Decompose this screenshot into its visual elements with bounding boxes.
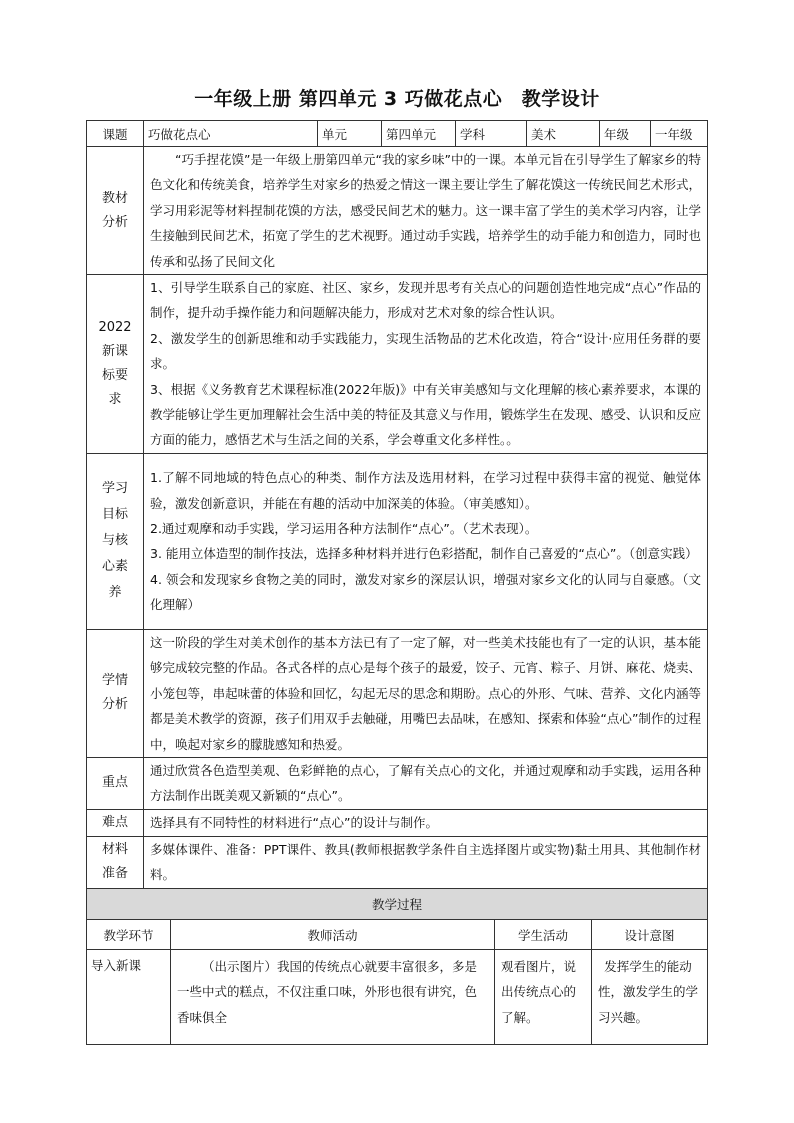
standard-item: 2、激发学生的创新思维和动手实践能力，实现生活物品的艺术化改造，符合“设计·应用任务群的要求。 <box>150 330 701 372</box>
material-analysis-row <box>87 147 708 275</box>
learning-goals-label: 学习 目标 与核 心素 养 <box>87 453 144 629</box>
key-point-row <box>87 757 708 809</box>
student-analysis-text: 这一阶段的学生对美术创作的基本方法已有了一定了解，对一些美术技能也有了一定的认识，基本能够完成较完整的作品。各式各样的点心是每个孩子的最爱，饺子、元宵、粽子、月饼、麻花、烧卖、小笼包等，串起味蕾的体验和回忆，勾起无尽的思念和期盼。点心的外形、气味、营养、文化内涵等都是美术教学的资源，孩子们用双手去触碰，用嘴巴去品味，在感知、探索和体验“点心”制作的过程中，唤起对家乡的朦胧感知和热爱。 <box>144 629 708 757</box>
key-point-label: 重点 <box>87 757 144 809</box>
student-activity-cell: 观看图片，说出传统点心的了解。 <box>495 950 592 1045</box>
process-section-title: 教学过程 <box>87 889 708 920</box>
header-row <box>87 121 708 147</box>
material-analysis-label: 教材 分析 <box>87 147 144 275</box>
curriculum-standard-label: 2022 新课 标要 求 <box>87 275 144 454</box>
unit-label: 单元 <box>318 121 382 147</box>
curriculum-standard-row <box>87 275 708 454</box>
goal-item: 4. 领会和发现家乡食物之美的同时，激发对家乡的深层认识，增强对家乡文化的认同与自豪感。（文化理解） <box>150 571 701 613</box>
student-analysis-row <box>87 629 708 757</box>
column-header: 教师活动 <box>171 920 495 950</box>
materials-prep-label: 材料 准备 <box>87 836 144 888</box>
standard-item: 1、引导学生联系自己的家庭、社区、家乡，发现并思考有关点心的问题创造性地完成“点心”作品的制作，提升动手操作能力和问题解决能力，形成对艺术对象的综合性认识。 <box>150 280 701 321</box>
standard-item: 3、根据《义务教育艺术课程标准(2022年版)》中有关审美感知与文化理解的核心素养要求，本课的教学能够让学生更加理解社会生活中美的特征及其意义与作用，锻炼学生在发现、感受、认识和反应方面的能力，感悟艺术与生活之间的关系，学会尊重文化多样性。。 <box>150 381 701 448</box>
learning-goals-text <box>144 453 708 629</box>
teacher-activity-cell: （出示图片）我国的传统点心就要丰富很多，多是一些中式的糕点，不仅注重口味，外形也很有讲究，色香味俱全 <box>171 950 495 1045</box>
materials-prep-row <box>87 836 708 888</box>
goal-item: 2.通过观摩和动手实践，学习运用各种方法制作“点心”。（艺术表现）。 <box>150 520 538 536</box>
column-header: 学生活动 <box>495 920 592 950</box>
grade-label: 年级 <box>600 121 651 147</box>
stage-cell: 导入新课 <box>87 950 171 1045</box>
process-section-row <box>87 889 708 920</box>
column-header: 教学环节 <box>87 920 171 950</box>
difficult-point-row <box>87 809 708 836</box>
material-analysis-text: “巧手捏花馍”是一年级上册第四单元“我的家乡味”中的一课。本单元旨在引导学生了解家乡的特色文化和传统美食，培养学生对家乡的热爱之情这一课主要让学生了解花馍这一传统民间艺术形式，学习用彩泥等材料捏制花馍的方法，感受民间艺术的魅力。这一课丰富了学生的美术学习内容，让学生接触到民间艺术，拓宽了学生的艺术视野。通过动手实践，培养学生的动手能力和创造力，同时也传承和弘扬了民间文化 <box>144 147 708 275</box>
grade-value: 一年级 <box>651 121 708 147</box>
table-row <box>87 950 708 1045</box>
design-intent-cell: 发挥学生的能动性，激发学生的学习兴趣。 <box>592 950 708 1045</box>
curriculum-standard-text <box>144 275 708 454</box>
learning-goals-row <box>87 453 708 629</box>
course-value: 巧做花点心 <box>144 121 318 147</box>
lesson-info-table <box>86 120 708 889</box>
goal-item: 3. 能用立体造型的制作技法，选择多种材料并进行色彩搭配，制作自己喜爱的“点心”。（创意实践） <box>150 546 698 562</box>
unit-value: 第四单元 <box>382 121 456 147</box>
process-header-row <box>87 920 708 950</box>
key-point-text: 通过欣赏各色造型美观、色彩鲜艳的点心，了解有关点心的文化，并通过观摩和动手实践，运用各种方法制作出既美观又新颖的“点心”。 <box>144 757 708 809</box>
difficult-point-text: 选择具有不同特性的材料进行“点心”的设计与制作。 <box>144 809 708 836</box>
subject-value: 美术 <box>527 121 600 147</box>
course-label: 课题 <box>87 121 144 147</box>
teaching-process-table <box>86 888 708 1045</box>
student-analysis-label: 学情 分析 <box>87 629 144 757</box>
difficult-point-label: 难点 <box>87 809 144 836</box>
materials-prep-text: 多媒体课件、准备：PPT课件、教具(教师根据教学条件自主选择图片或实物)黏土用具、其他制作材料。 <box>144 836 708 888</box>
subject-label: 学科 <box>456 121 527 147</box>
column-header: 设计意图 <box>592 920 708 950</box>
goal-item: 1.了解不同地域的特色点心的种类、制作方法及选用材料，在学习过程中获得丰富的视觉、触觉体验，激发创新意识，并能在有趣的活动中加深美的体验。（审美感知）。 <box>150 470 701 511</box>
page-title: 一年级上册 第四单元 3 巧做花点心 教学设计 <box>194 88 600 110</box>
